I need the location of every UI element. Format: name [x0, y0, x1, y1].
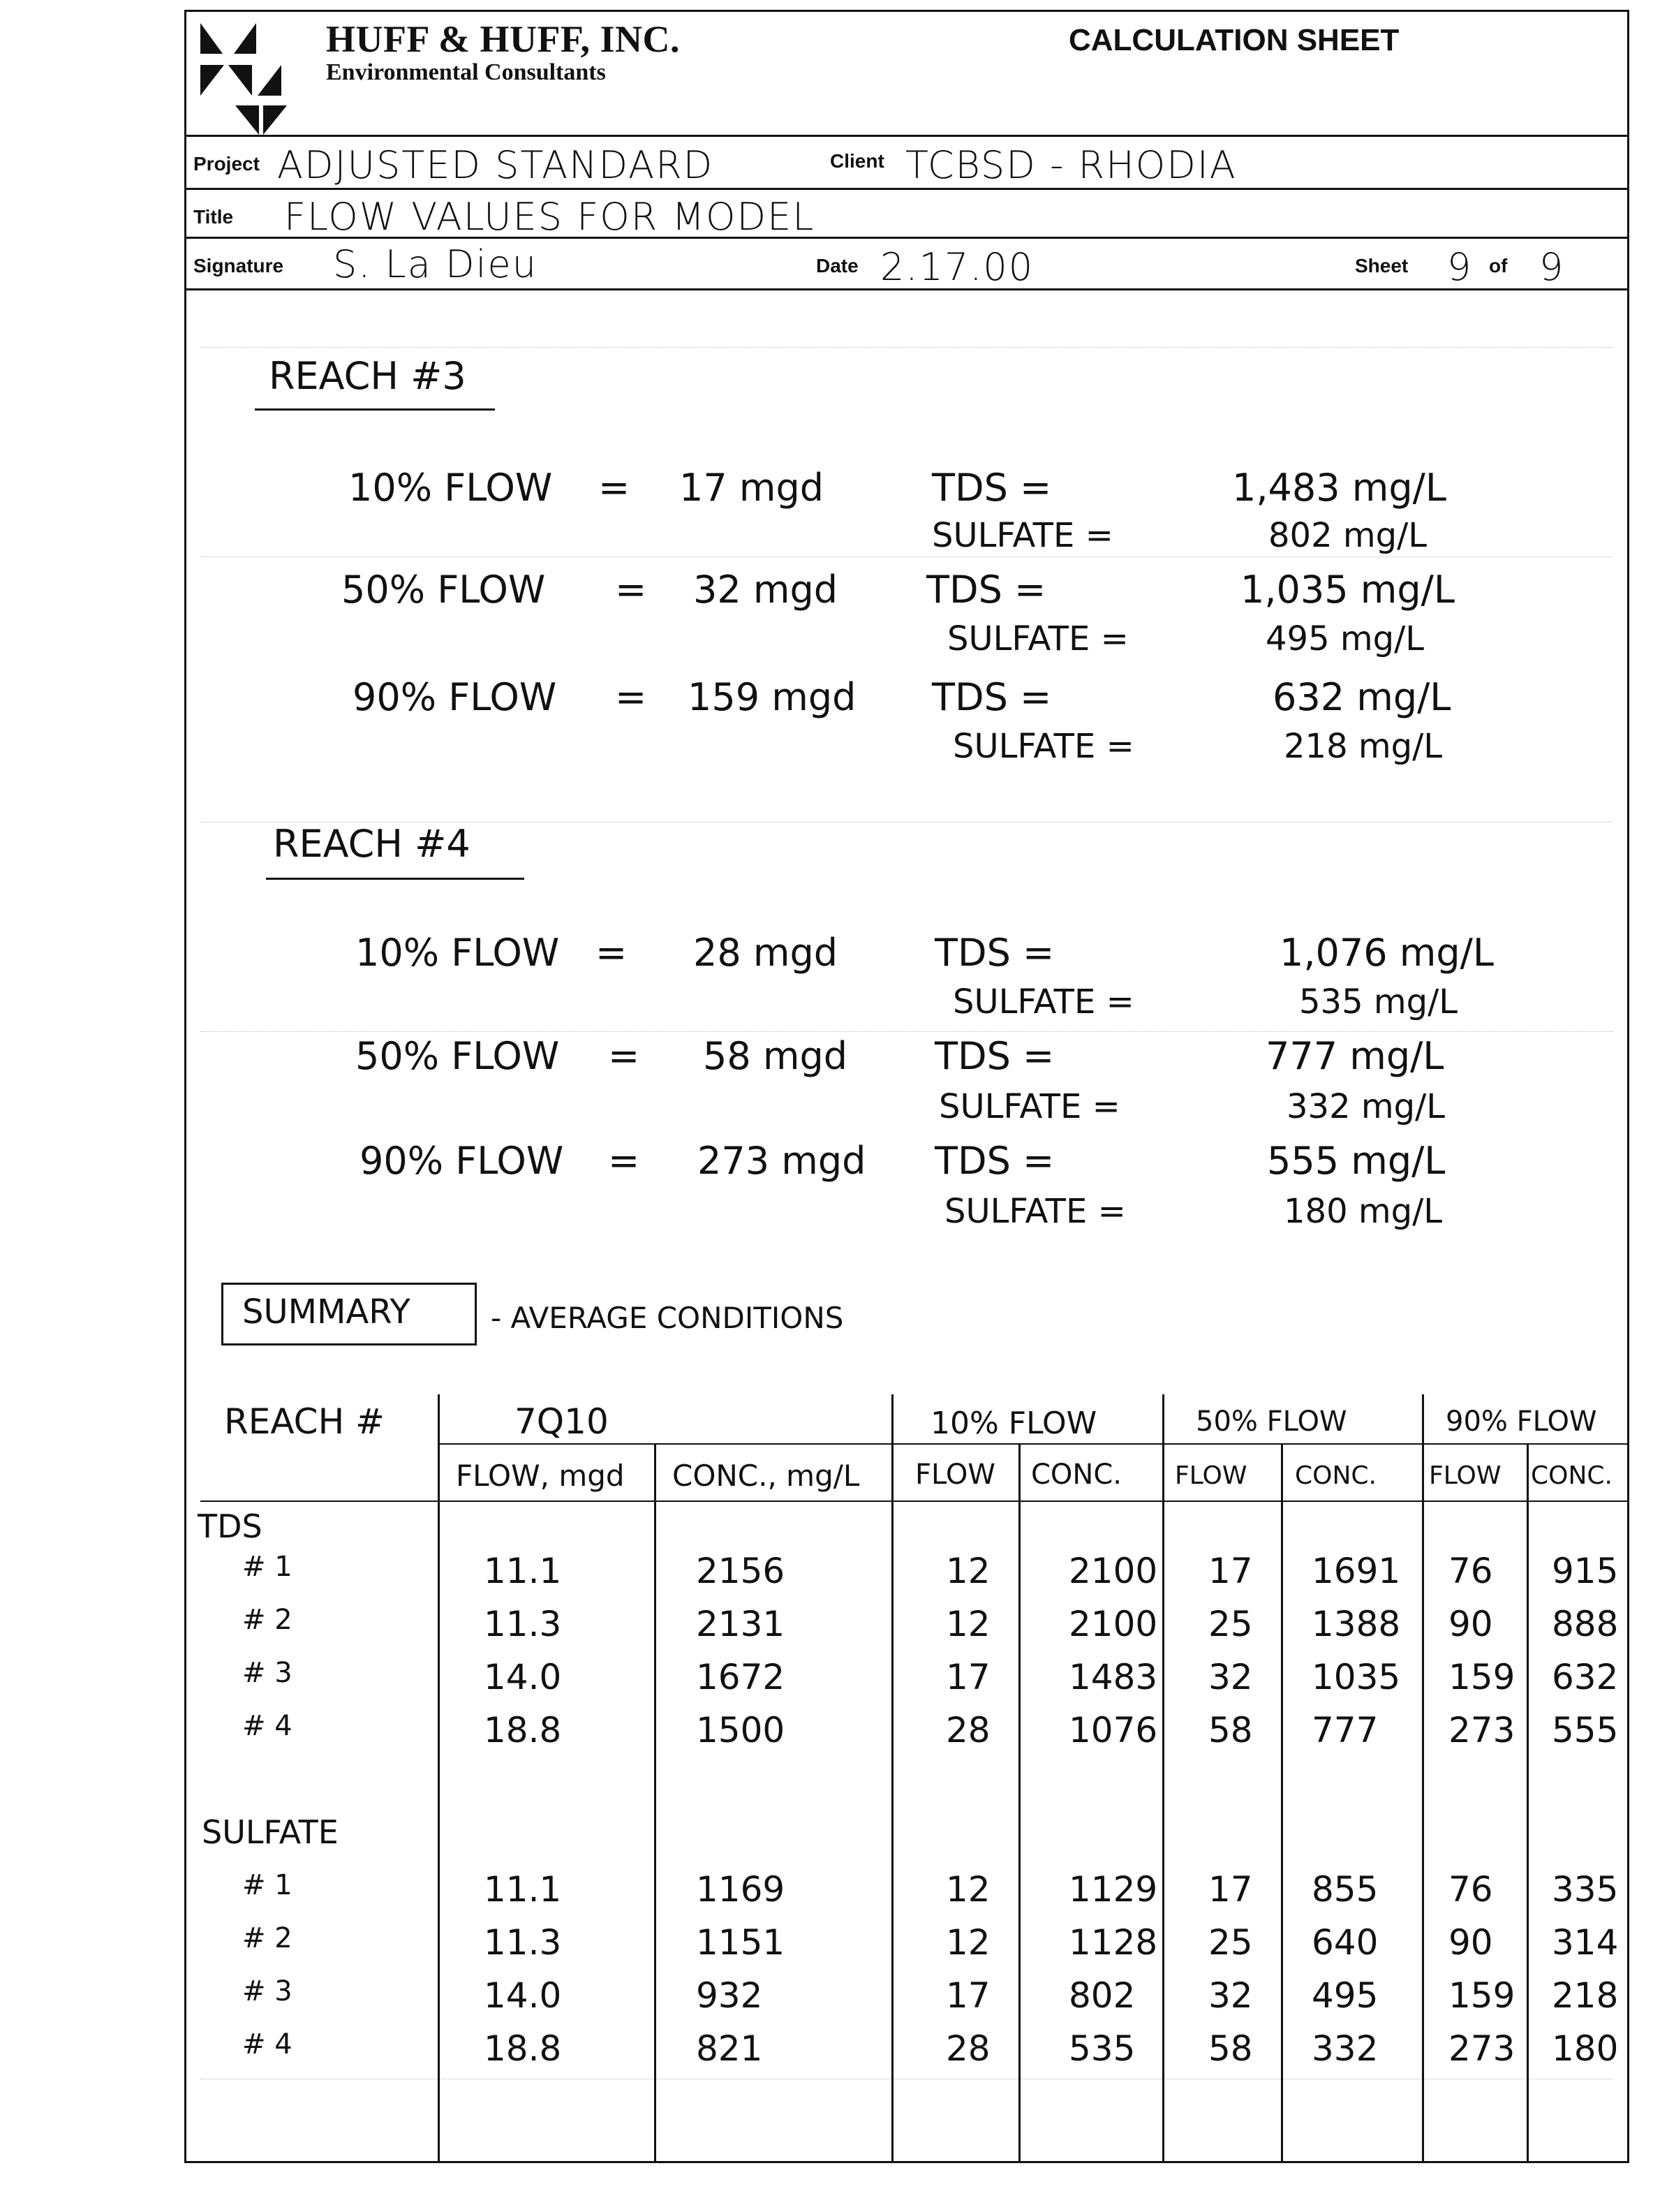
- reach4-10pct-param: TDS =: [935, 931, 1055, 975]
- table-rule: [200, 1501, 1627, 1502]
- tds-table-cell: 273: [1448, 1710, 1515, 1750]
- reach4-50pct-label: 50% FLOW: [355, 1034, 560, 1078]
- ruled-line: [200, 347, 1613, 348]
- reach4-10pct-sulfate-param: SULFATE =: [953, 982, 1134, 1022]
- sulfate-table-cell: 314: [1552, 1922, 1619, 1963]
- reach4-10pct-flow: 28 mgd: [693, 931, 838, 975]
- client-label: Client: [830, 150, 884, 172]
- signature-label: Signature: [193, 255, 284, 276]
- table-rule: [1527, 1443, 1529, 2162]
- equals-sign: =: [608, 1034, 640, 1078]
- reach4-10pct-label: 10% FLOW: [355, 931, 560, 975]
- equals-sign: =: [608, 1139, 640, 1183]
- reach3-90pct-sulfate-param: SULFATE =: [953, 727, 1134, 766]
- subheader-10pct-conc: CONC.: [1031, 1459, 1122, 1491]
- reach4-50pct-param: TDS =: [935, 1034, 1055, 1078]
- sulfate-table-cell: 11.3: [484, 1922, 562, 1963]
- tds-table-cell: 777: [1312, 1710, 1379, 1750]
- sulfate-table-cell: 25: [1208, 1922, 1253, 1963]
- sulfate-reach-label: # 4: [242, 2028, 292, 2060]
- heading-underline: [266, 878, 524, 880]
- tds-table-cell: 12: [946, 1551, 991, 1591]
- tds-table-cell: 32: [1208, 1657, 1253, 1697]
- reach3-50pct-param: TDS =: [926, 568, 1046, 612]
- tds-table-cell: 17: [1208, 1551, 1253, 1591]
- title-value: FLOW VALUES FOR MODEL: [284, 195, 815, 239]
- reach3-10pct-flow: 17 mgd: [679, 466, 824, 510]
- sulfate-table-cell: 18.8: [484, 2028, 562, 2069]
- tds-table-cell: 28: [946, 1710, 991, 1750]
- sheet-number: 9: [1447, 245, 1473, 289]
- sulfate-table-cell: 28: [946, 2028, 991, 2069]
- title-label: Title: [193, 206, 234, 228]
- tds-table-cell: 90: [1448, 1604, 1493, 1644]
- company-tagline: Environmental Consultants: [326, 59, 606, 85]
- reach3-90pct-label: 90% FLOW: [353, 675, 557, 719]
- group-header-10pct: 10% FLOW: [931, 1406, 1097, 1441]
- of-label: of: [1489, 255, 1508, 276]
- tds-table-cell: 2131: [696, 1604, 785, 1644]
- tds-section-label: TDS: [198, 1507, 262, 1545]
- group-header-7q10: 7Q10: [514, 1401, 609, 1442]
- tds-table-cell: 1076: [1069, 1710, 1158, 1750]
- sulfate-reach-label: # 1: [242, 1869, 292, 1901]
- ruled-line: [200, 556, 1613, 557]
- tds-table-cell: 1500: [696, 1710, 785, 1750]
- table-rule: [1281, 1443, 1283, 2162]
- table-rule: [438, 1443, 1627, 1445]
- sulfate-table-cell: 273: [1448, 2028, 1515, 2069]
- sulfate-table-cell: 1169: [696, 1869, 785, 1910]
- reach3-10pct-label: 10% FLOW: [348, 466, 553, 510]
- sulfate-table-cell: 640: [1312, 1922, 1379, 1963]
- tds-reach-label: # 3: [242, 1657, 292, 1689]
- signature-value: S. La Dieu: [333, 242, 538, 286]
- reach3-90pct-sulfate: 218 mg/L: [1284, 727, 1443, 766]
- subheader-7q10-flow: FLOW, mgd: [456, 1459, 625, 1493]
- reach-column-header: REACH #: [224, 1401, 385, 1442]
- reach3-90pct-flow: 159 mgd: [688, 675, 857, 719]
- tds-table-cell: 2156: [696, 1551, 785, 1591]
- sulfate-table-cell: 1128: [1069, 1922, 1158, 1963]
- tds-table-cell: 2100: [1069, 1551, 1158, 1591]
- sulfate-table-cell: 58: [1208, 2028, 1253, 2069]
- reach4-50pct-sulfate-param: SULFATE =: [939, 1087, 1120, 1126]
- tds-table-cell: 25: [1208, 1604, 1253, 1644]
- tds-table-cell: 58: [1208, 1710, 1253, 1750]
- tds-reach-label: # 1: [242, 1551, 292, 1583]
- reach3-heading: REACH #3: [269, 354, 466, 398]
- tds-table-cell: 12: [946, 1604, 991, 1644]
- reach4-50pct-sulfate: 332 mg/L: [1287, 1087, 1446, 1126]
- group-header-90pct: 90% FLOW: [1446, 1406, 1597, 1438]
- reach3-50pct-label: 50% FLOW: [341, 568, 546, 612]
- tds-table-cell: 1035: [1312, 1657, 1401, 1697]
- sulfate-table-cell: 821: [696, 2028, 763, 2069]
- sheet-total: 9: [1539, 245, 1565, 289]
- tds-table-cell: 76: [1448, 1551, 1493, 1591]
- client-value: TCBSD - RHODIA: [905, 143, 1237, 187]
- tds-table-cell: 1691: [1312, 1551, 1401, 1591]
- sulfate-table-cell: 180: [1552, 2028, 1619, 2069]
- tds-reach-label: # 4: [242, 1710, 292, 1742]
- date-label: Date: [816, 255, 859, 276]
- tds-table-cell: 159: [1448, 1657, 1515, 1697]
- sulfate-table-cell: 335: [1552, 1869, 1619, 1910]
- ruled-line: [200, 1031, 1613, 1032]
- subheader-50pct-conc: CONC.: [1295, 1461, 1377, 1490]
- reach4-90pct-sulfate-param: SULFATE =: [944, 1192, 1126, 1231]
- date-value: 2.17.00: [880, 245, 1035, 289]
- equals-sign: =: [615, 675, 647, 719]
- tds-table-cell: 1672: [696, 1657, 785, 1697]
- reach3-10pct-sulfate: 802 mg/L: [1268, 516, 1428, 555]
- company-name: HUFF & HUFF, INC.: [326, 18, 680, 60]
- sulfate-table-cell: 1129: [1069, 1869, 1158, 1910]
- tds-table-cell: 11.1: [484, 1551, 562, 1591]
- table-rule: [1162, 1394, 1164, 2162]
- sulfate-table-cell: 159: [1448, 1975, 1515, 2016]
- reach4-90pct-tds: 555 mg/L: [1267, 1139, 1446, 1183]
- table-rule: [1422, 1394, 1424, 2162]
- sulfate-table-cell: 332: [1312, 2028, 1379, 2069]
- tds-table-cell: 2100: [1069, 1604, 1158, 1644]
- sulfate-table-cell: 17: [1208, 1869, 1253, 1910]
- subheader-50pct-flow: FLOW: [1175, 1461, 1247, 1490]
- heading-underline: [255, 408, 495, 411]
- sulfate-table-cell: 218: [1552, 1975, 1619, 2016]
- sulfate-table-cell: 855: [1312, 1869, 1379, 1910]
- project-label: Project: [193, 153, 260, 175]
- subheader-90pct-flow: FLOW: [1429, 1461, 1502, 1490]
- equals-sign: =: [598, 466, 630, 510]
- reach3-50pct-flow: 32 mgd: [693, 568, 838, 612]
- reach4-50pct-flow: 58 mgd: [703, 1034, 848, 1078]
- equals-sign: =: [615, 568, 647, 612]
- tds-table-cell: 18.8: [484, 1710, 562, 1750]
- table-rule: [654, 1443, 656, 2162]
- subheader-90pct-conc: CONC.: [1531, 1461, 1613, 1490]
- tds-table-cell: 11.3: [484, 1604, 562, 1644]
- reach4-90pct-param: TDS =: [935, 1139, 1055, 1183]
- reach4-90pct-sulfate: 180 mg/L: [1284, 1192, 1443, 1231]
- sulfate-table-cell: 12: [946, 1869, 991, 1910]
- tds-table-cell: 555: [1552, 1710, 1619, 1750]
- tds-reach-label: # 2: [242, 1604, 292, 1636]
- table-rule: [891, 1394, 894, 2162]
- tds-table-cell: 888: [1552, 1604, 1619, 1644]
- reach3-10pct-sulfate-param: SULFATE =: [932, 516, 1113, 555]
- sulfate-reach-label: # 3: [242, 1975, 292, 2007]
- table-rule: [1018, 1443, 1021, 2162]
- tds-table-cell: 915: [1552, 1551, 1619, 1591]
- tds-table-cell: 14.0: [484, 1657, 562, 1697]
- reach4-90pct-flow: 273 mgd: [697, 1139, 866, 1183]
- reach4-10pct-sulfate: 535 mg/L: [1299, 982, 1458, 1022]
- sulfate-table-cell: 12: [946, 1922, 991, 1963]
- reach3-50pct-sulfate-param: SULFATE =: [947, 619, 1129, 658]
- reach4-50pct-tds: 777 mg/L: [1266, 1034, 1444, 1078]
- tds-table-cell: 632: [1552, 1657, 1619, 1697]
- table-rule: [438, 1394, 440, 2162]
- sulfate-reach-label: # 2: [242, 1922, 292, 1954]
- sulfate-table-cell: 17: [946, 1975, 991, 2016]
- divider: [186, 135, 1627, 137]
- sulfate-table-cell: 1151: [696, 1922, 785, 1963]
- reach3-90pct-tds: 632 mg/L: [1273, 675, 1451, 719]
- reach4-10pct-tds: 1,076 mg/L: [1280, 931, 1494, 975]
- group-header-50pct: 50% FLOW: [1196, 1406, 1347, 1438]
- divider: [186, 188, 1627, 190]
- tds-table-cell: 1388: [1312, 1604, 1401, 1644]
- sulfate-table-cell: 76: [1448, 1869, 1493, 1910]
- tds-table-cell: 1483: [1069, 1657, 1158, 1697]
- sulfate-table-cell: 32: [1208, 1975, 1253, 2016]
- subheader-10pct-flow: FLOW: [915, 1459, 995, 1491]
- subheader-7q10-conc: CONC., mg/L: [672, 1459, 860, 1493]
- sulfate-table-cell: 802: [1069, 1975, 1136, 2016]
- reach3-50pct-tds: 1,035 mg/L: [1240, 568, 1455, 612]
- equals-sign: =: [595, 931, 628, 975]
- sulfate-table-cell: 14.0: [484, 1975, 562, 2016]
- reach4-heading: REACH #4: [273, 822, 470, 866]
- summary-label: SUMMARY: [242, 1292, 410, 1332]
- divider: [186, 288, 1627, 290]
- divider: [186, 237, 1627, 239]
- sulfate-table-cell: 90: [1448, 1922, 1493, 1963]
- sulfate-table-cell: 495: [1312, 1975, 1379, 2016]
- sulfate-table-cell: 11.1: [484, 1869, 562, 1910]
- calculation-sheet: [184, 10, 1629, 2163]
- sheet-title: CALCULATION SHEET: [1069, 23, 1400, 57]
- huff-logo-icon: [200, 23, 319, 135]
- reach3-10pct-tds: 1,483 mg/L: [1232, 466, 1446, 510]
- reach3-10pct-param: TDS =: [932, 466, 1052, 510]
- reach3-50pct-sulfate: 495 mg/L: [1266, 619, 1425, 658]
- sulfate-table-cell: 535: [1069, 2028, 1136, 2069]
- reach4-90pct-label: 90% FLOW: [359, 1139, 564, 1183]
- tds-table-cell: 17: [946, 1657, 991, 1697]
- sheet-label: Sheet: [1355, 255, 1409, 276]
- summary-note: - AVERAGE CONDITIONS: [491, 1301, 844, 1335]
- reach3-90pct-param: TDS =: [932, 675, 1052, 719]
- project-value: ADJUSTED STANDARD: [277, 143, 714, 187]
- sulfate-section-label: SULFATE: [202, 1813, 339, 1851]
- sulfate-table-cell: 932: [696, 1975, 763, 2016]
